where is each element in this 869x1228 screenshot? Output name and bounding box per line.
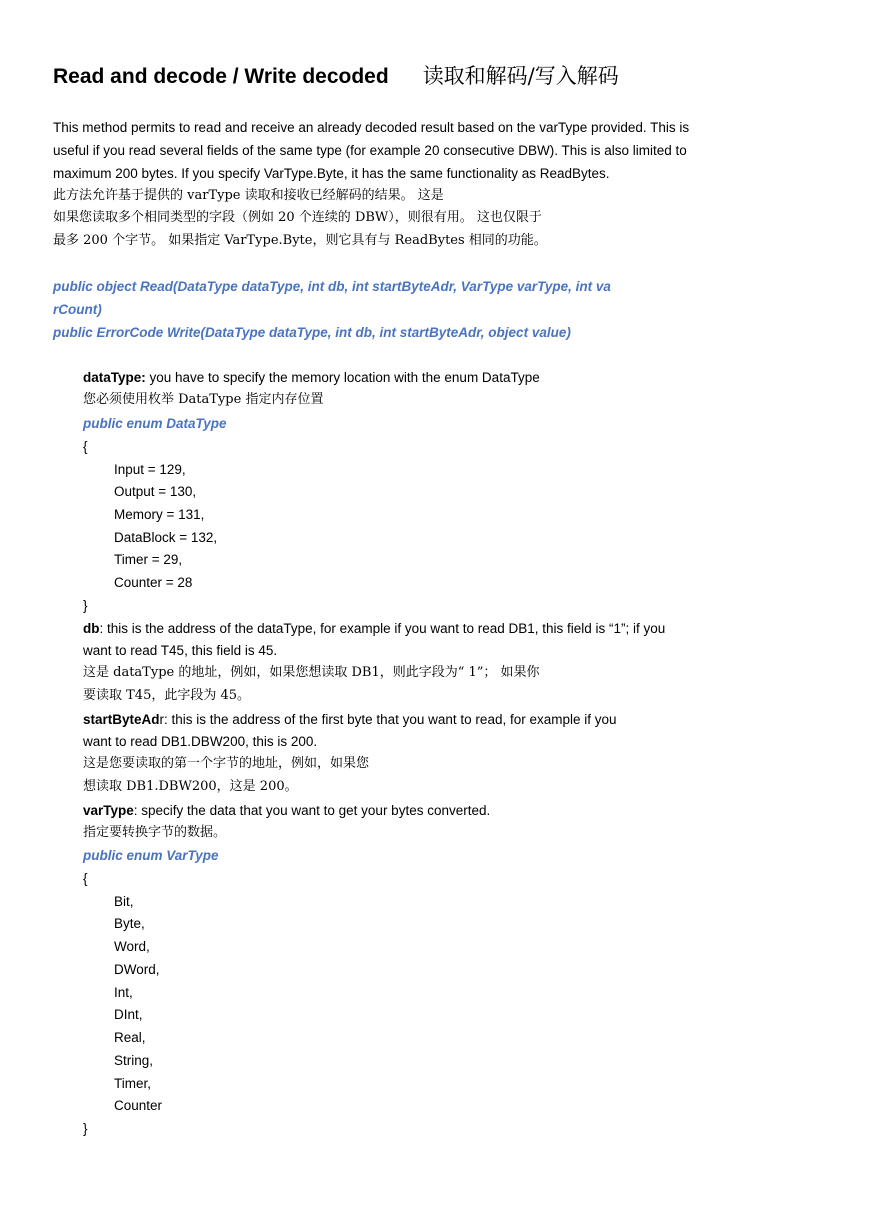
vartype-member: Timer, — [114, 1076, 151, 1091]
title-chinese: 读取和解码/写入解码 — [422, 64, 619, 88]
vartype-member: Bit, — [114, 894, 134, 909]
title-english: Read and decode / Write decoded — [53, 65, 389, 88]
startbyte-zh-line-1: 这是您要读取的第一个字节的地址，例如，如果您 — [83, 756, 370, 771]
vartype-zh: 指定要转换字节的数据。 — [83, 825, 227, 840]
datatype-param — [83, 369, 540, 387]
write-signature: public ErrorCode Write(DataType dataType, int db, int startByteAdr, object value) — [53, 325, 571, 340]
datatype-member: Input = 129, — [114, 462, 186, 477]
startbyte-zh-line-2: 想读取 DB1.DBW200，这是 200。 — [83, 779, 298, 794]
vartype-open-brace: { — [83, 871, 88, 886]
vartype-member: Real, — [114, 1030, 146, 1045]
intro-zh-line-1: 此方法允许基于提供的 varType 读取和接收已经解码的结果。 这是 — [53, 188, 444, 203]
vartype-member: Counter — [114, 1098, 163, 1113]
vartype-member: Int, — [114, 985, 133, 1000]
datatype-zh: 您必须使用枚举 DataType 指定内存位置 — [83, 392, 324, 407]
db-desc-cont: want to read T45, this field is 45. — [83, 643, 278, 658]
vartype-member: String, — [114, 1053, 154, 1068]
datatype-enum-decl: public enum DataType — [83, 416, 227, 431]
intro-line-3: maximum 200 bytes. If you specify VarType.Byte, it has the same functionality as ReadBytes. — [53, 166, 610, 181]
intro-zh-line-3: 最多 200 个字节。 如果指定 VarType.Byte，则它具有与 ReadBytes 相同的功能。 — [53, 233, 547, 248]
intro-line-2: useful if you read several fields of the same type (for example 20 consecutive DBW). This is also limited to — [53, 143, 687, 158]
vartype-label: varType — [83, 803, 134, 818]
datatype-member: DataBlock = 132, — [114, 530, 218, 545]
db-desc: : this is the address of the dataType, for example if you want to read DB1, this field is “1”; if you — [99, 621, 666, 636]
vartype-enum-decl: public enum VarType — [83, 848, 219, 863]
intro-zh-line-2: 如果您读取多个相同类型的字段（例如 20 个连续的 DBW），则很有用。 这也仅限于 — [53, 210, 542, 225]
datatype-label: dataType: — [83, 370, 146, 385]
db-label: db — [83, 621, 100, 636]
vartype-member: Word, — [114, 939, 150, 954]
datatype-member: Memory = 131, — [114, 507, 205, 522]
section-title — [53, 60, 619, 90]
startbyte-label: startByteAd — [83, 712, 160, 727]
vartype-member: DInt, — [114, 1007, 143, 1022]
datatype-open-brace: { — [83, 439, 88, 454]
intro-line-1: This method permits to read and receive an already decoded result based on the varType provided. This is — [53, 120, 690, 135]
datatype-member: Timer = 29, — [114, 552, 183, 567]
datatype-member: Counter = 28 — [114, 575, 193, 590]
db-zh-line-2: 要读取 T45，此字段为 45。 — [83, 688, 251, 703]
startbyte-param — [83, 711, 617, 729]
read-signature: public object Read(DataType dataType, int db, int startByteAdr, VarType varType, int va — [53, 279, 611, 294]
startbyte-desc: r: this is the address of the first byte that you want to read, for example if you — [159, 712, 617, 727]
datatype-desc: you have to specify the memory location with the enum DataType — [145, 370, 540, 385]
vartype-desc: : specify the data that you want to get your bytes converted. — [133, 803, 491, 818]
startbyte-desc-cont: want to read DB1.DBW200, this is 200. — [83, 734, 318, 749]
vartype-param — [83, 802, 490, 820]
datatype-member: Output = 130, — [114, 484, 197, 499]
db-zh-line-1: 这是 dataType 的地址，例如，如果您想读取 DB1，则此字段为“ 1”； 如果你 — [83, 665, 540, 680]
datatype-close-brace: } — [83, 598, 88, 613]
vartype-close-brace: } — [83, 1121, 88, 1136]
vartype-member: DWord, — [114, 962, 160, 977]
read-signature-cont: rCount) — [53, 302, 102, 317]
db-param — [83, 620, 665, 638]
vartype-member: Byte, — [114, 916, 145, 931]
